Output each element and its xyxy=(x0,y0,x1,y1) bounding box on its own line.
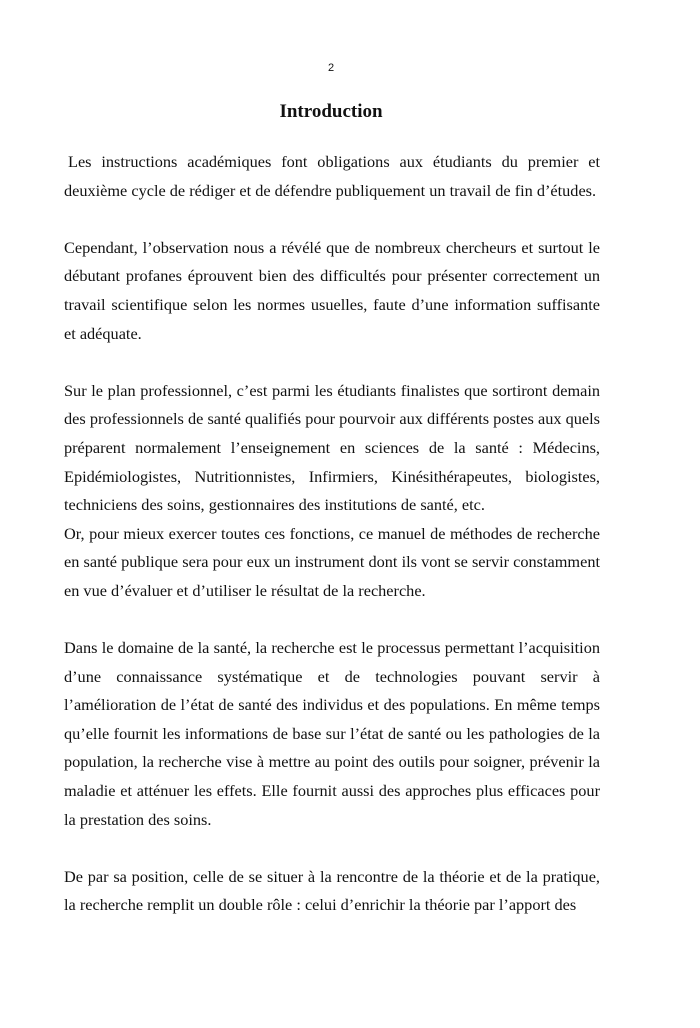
body-text xyxy=(64,148,600,949)
page-number: 2 xyxy=(327,62,335,74)
page-title: Introduction xyxy=(279,101,383,122)
paragraph: Dans le domaine de la santé, la recherche est le processus permettant l’acquisition d’une connaissance systématique et de technologies pouvant servir à l’amélioration de l’état de santé des individus et des populations. En même temps qu’elle fournit les informations de base sur l’état de santé ou les pathologies de la population, la recherche vise à mettre au point des outils pour soigner, prévenir la maladie et atténuer les effets. Elle fournit aussi des approches plus efficaces pour la prestation des soins. xyxy=(64,638,600,829)
paragraph: Sur le plan professionnel, c’est parmi les étudiants finalistes que sortiront demain des professionnels de santé qualifiés pour pourvoir aux différents postes aux quels préparent normalement l’enseignement en sciences de la santé : Médecins, Epidémiologistes, Nutritionnistes, Infirmiers, Kinésithérapeutes, biologistes, techniciens des soins, gestionnaires des institutions de santé, etc. xyxy=(64,380,600,515)
paragraph: Cependant, l’observation nous a révélé que de nombreux chercheurs et surtout le débutant profanes éprouvent bien des difficultés pour présenter correctement un travail scientifique selon les normes usuelles, faute d’une information suffisante et adéquate. xyxy=(64,237,600,343)
paragraph: De par sa position, celle de se situer à la rencontre de la théorie et de la pratique, la recherche remplit un double rôle : celui d’enrichir la théorie par l’apport des xyxy=(64,866,600,915)
paragraph: Les instructions académiques font obligations aux étudiants du premier et deuxième cycle de rédiger et de défendre publiquement un travail de fin d’études. xyxy=(64,152,600,200)
paragraph: Or, pour mieux exercer toutes ces fonctions, ce manuel de méthodes de recherche en santé publique sera pour eux un instrument dont ils vont se servir constamment en vue d’évaluer et d’utiliser le résultat de la recherche. xyxy=(64,523,600,600)
